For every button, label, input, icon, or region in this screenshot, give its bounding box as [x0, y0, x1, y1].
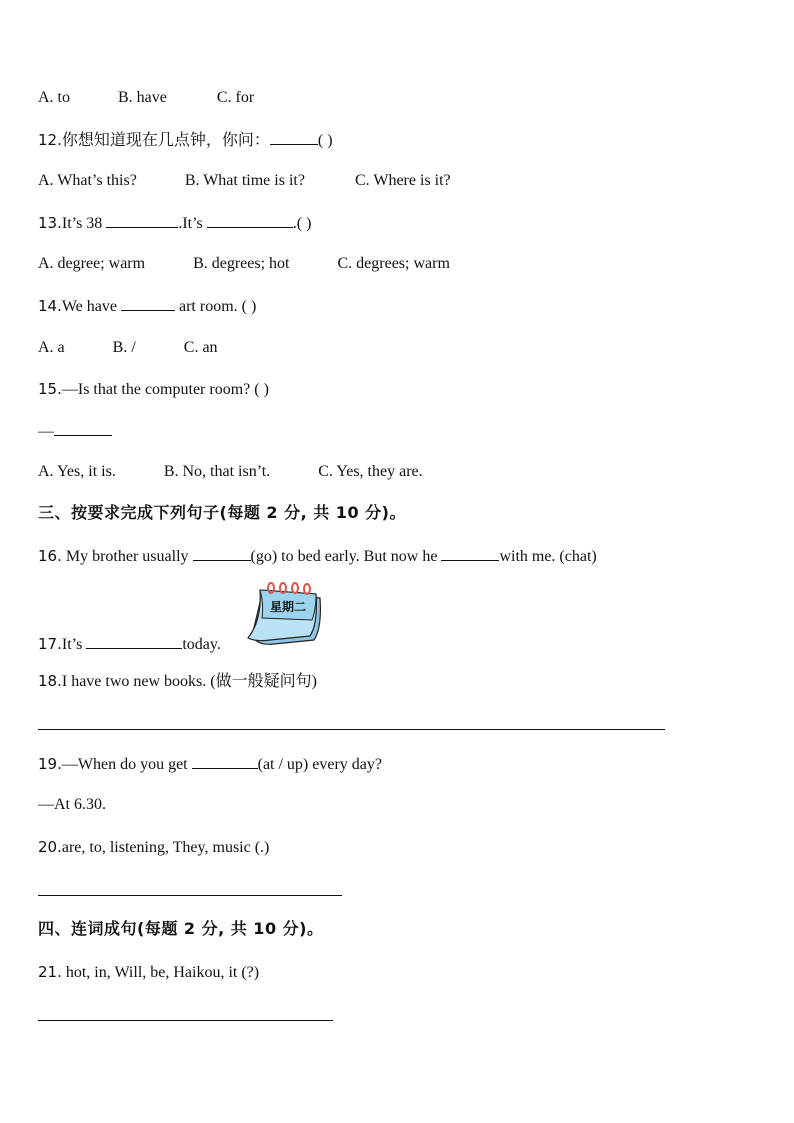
q15-question [38, 379, 269, 400]
q13-option-a: A. degree; warm [38, 255, 146, 272]
q19-question [38, 754, 382, 775]
q19-part1: —When do you get [61, 756, 188, 773]
q13-blank-2[interactable] [207, 213, 293, 228]
q12-number: 12. [38, 131, 62, 149]
q15-reply-dash: — [38, 423, 54, 440]
q13-part1: It’s 38 [61, 215, 103, 232]
q13-number: 13. [38, 214, 62, 232]
q17-number: 17. [38, 635, 62, 653]
q16-part1: My brother usually [65, 548, 189, 565]
q18-stem: I have two new books. (做一般疑问句) [61, 673, 317, 690]
q12-stem: 你想知道现在几点钟，你问： [61, 132, 270, 149]
q16-blank-2[interactable] [441, 546, 499, 561]
q15-reply-blank[interactable] [54, 421, 112, 436]
q16-part3: with me. (chat) [499, 548, 597, 565]
q12-question [38, 130, 333, 151]
q14-options [38, 338, 218, 358]
q13-blank-1[interactable] [106, 213, 178, 228]
q11-option-c: C. for [216, 89, 255, 106]
q13-part3: .( ) [292, 215, 312, 232]
q17-part1: It’s [61, 636, 83, 653]
q20-stem: are, to, listening, They, music (.) [61, 839, 270, 856]
q12-option-c: C. Where is it? [354, 172, 451, 189]
q19-part2: (at / up) every day? [257, 756, 382, 773]
q21-question [38, 962, 259, 983]
q15-options [38, 462, 423, 482]
q15-number: 15. [38, 380, 62, 398]
q12-answer-paren: ( ) [317, 132, 333, 149]
q14-part2: art room. ( ) [178, 298, 257, 315]
q13-question [38, 213, 311, 234]
q17-part2: today. [182, 636, 221, 653]
q14-part1: We have [61, 298, 117, 315]
q21-answer-line[interactable] [38, 1020, 333, 1021]
calendar-weekday-label: 星期二 [269, 600, 307, 614]
q14-option-c: C. an [183, 339, 218, 356]
q21-stem: hot, in, Will, be, Haikou, it (?) [61, 964, 260, 981]
q14-question [38, 296, 256, 317]
q13-option-b: B. degrees; hot [193, 255, 290, 272]
q15-option-b: B. No, that isn’t. [163, 463, 271, 480]
q20-question [38, 837, 269, 858]
q19-number: 19. [38, 755, 62, 773]
q20-number: 20. [38, 838, 62, 856]
q12-options [38, 171, 451, 191]
q14-option-a: A. a [38, 339, 65, 356]
q17-blank[interactable] [86, 634, 182, 649]
q19-answer: —At 6.30. [38, 796, 106, 813]
q14-blank[interactable] [121, 296, 175, 311]
q13-options [38, 254, 450, 274]
q12-option-a: A. What’s this? [38, 172, 137, 189]
q17-question [38, 634, 221, 655]
q14-option-b: B. / [112, 339, 136, 356]
q16-blank-1[interactable] [193, 546, 251, 561]
q14-number: 14. [38, 297, 62, 315]
q18-answer-line[interactable] [38, 729, 665, 730]
q13-option-c: C. degrees; warm [337, 255, 450, 272]
q15-stem: —Is that the computer room? ( ) [61, 381, 269, 398]
q15-option-a: A. Yes, it is. [38, 463, 116, 480]
section-4-heading: 四、连词成句(每题 2 分, 共 10 分)。 [38, 919, 324, 938]
q13-part2: .It’s [178, 215, 203, 232]
q11-option-b: B. have [118, 89, 167, 106]
q16-question [38, 546, 597, 567]
q20-answer-line[interactable] [38, 895, 342, 896]
q15-reply [38, 421, 112, 442]
q21-number: 21. [38, 963, 62, 981]
q11-options [38, 88, 254, 108]
q16-part2: (go) to bed early. But now he [250, 548, 438, 565]
q18-question [38, 671, 317, 692]
q12-blank[interactable] [270, 130, 318, 145]
q18-number: 18. [38, 672, 62, 690]
q16-number: 16. [38, 547, 62, 565]
q11-option-a: A. to [38, 89, 70, 106]
q12-option-b: B. What time is it? [184, 172, 305, 189]
q19-blank[interactable] [192, 754, 258, 769]
q15-option-c: C. Yes, they are. [318, 463, 423, 480]
section-3-heading: 三、按要求完成下列句子(每题 2 分, 共 10 分)。 [38, 503, 406, 522]
calendar-tuesday-image [244, 580, 324, 648]
